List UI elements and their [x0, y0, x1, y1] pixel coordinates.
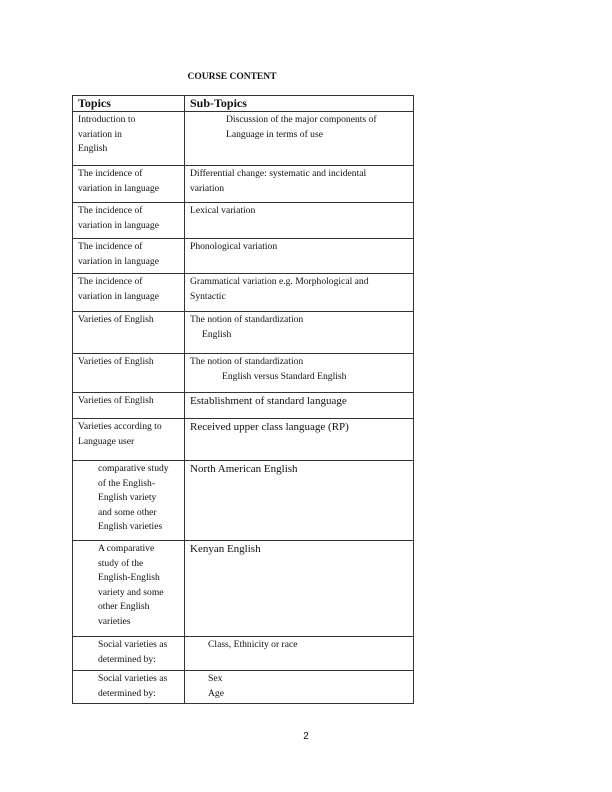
subtopic-line: The notion of standardization — [190, 356, 304, 367]
subtopic-line: Lexical variation — [190, 205, 256, 216]
topic-line: other English — [98, 601, 150, 613]
topic-line: variation in language — [78, 290, 159, 302]
page-title — [0, 72, 612, 82]
topic-line: Social varieties as — [98, 673, 168, 684]
topic-line: variety and some — [98, 586, 164, 598]
topic-line: Varieties according to — [78, 421, 162, 432]
subtopic-line: variation — [190, 182, 225, 194]
topic-line: and some other — [98, 506, 157, 518]
subtopic-line: Age — [208, 687, 224, 699]
subtopic-cell — [185, 274, 414, 312]
topic-cell — [73, 166, 185, 203]
subtopic-cell — [185, 112, 414, 166]
header-subtopics: Sub-Topics — [185, 96, 414, 112]
topic-cell — [73, 419, 185, 461]
subtopic-cell — [185, 637, 414, 671]
topic-line: variation in — [78, 128, 122, 140]
topic-cell — [73, 393, 185, 419]
page-number: 2 — [303, 731, 309, 742]
subtopic-cell — [185, 166, 414, 203]
topic-cell — [73, 112, 185, 166]
subtopic-line: Class, Ethnicity or race — [208, 639, 298, 650]
table-row — [73, 419, 414, 461]
topic-line: Introduction to — [78, 114, 136, 125]
subtopic-cell — [185, 312, 414, 354]
table-row — [73, 671, 414, 704]
subtopic-cell — [185, 671, 414, 704]
subtopic-line: Received upper class language (RP) — [190, 421, 349, 433]
subtopic-line: Kenyan English — [190, 543, 261, 555]
topic-line: varieties — [98, 615, 131, 627]
table-row — [73, 637, 414, 671]
topic-cell — [73, 637, 185, 671]
subtopic-line: North American English — [190, 463, 298, 475]
topic-line: Varieties of English — [78, 356, 154, 367]
topic-line: The incidence of — [78, 241, 143, 252]
table-row — [73, 461, 414, 541]
subtopic-cell — [185, 419, 414, 461]
topic-cell — [73, 461, 185, 541]
course-content-table — [72, 95, 414, 704]
topic-cell — [73, 312, 185, 354]
header-topics: Topics — [73, 96, 185, 112]
subtopic-line: Language in terms of use — [226, 128, 323, 140]
subtopic-cell — [185, 393, 414, 419]
topic-line: variation in language — [78, 219, 159, 231]
subtopic-cell — [185, 541, 414, 637]
subtopic-cell — [185, 203, 414, 239]
subtopic-line: Discussion of the major components of — [226, 114, 377, 125]
topic-line: Varieties of English — [78, 314, 154, 325]
topic-cell — [73, 671, 185, 704]
table-row — [73, 203, 414, 239]
subtopic-line: Syntactic — [190, 290, 226, 302]
table-header-row — [73, 96, 414, 112]
table-row — [73, 166, 414, 203]
subtopic-line: Establishment of standard language — [190, 395, 347, 407]
topic-line: determined by: — [98, 653, 156, 665]
table-row — [73, 393, 414, 419]
subtopic-cell — [185, 461, 414, 541]
topic-line: English varieties — [98, 521, 163, 533]
topic-cell — [73, 203, 185, 239]
topic-cell — [73, 541, 185, 637]
topic-line: study of the — [98, 557, 144, 569]
subtopic-cell — [185, 239, 414, 274]
topic-line: English — [78, 143, 108, 155]
subtopic-line: Differential change: systematic and incidental — [190, 168, 367, 179]
topic-line: English variety — [98, 492, 157, 504]
table-row — [73, 112, 414, 166]
topic-cell — [73, 354, 185, 393]
topic-line: A comparative — [98, 543, 155, 554]
table-row — [73, 274, 414, 312]
subtopic-line: Grammatical variation e.g. Morphological and — [190, 276, 369, 287]
topic-cell — [73, 274, 185, 312]
topic-line: Social varieties as — [98, 639, 168, 650]
table-row — [73, 354, 414, 393]
subtopic-cell — [185, 354, 414, 393]
topic-line: variation in language — [78, 182, 159, 194]
table-row — [73, 239, 414, 274]
subtopic-line: Phonological variation — [190, 241, 278, 252]
topic-line: Language user — [78, 435, 135, 447]
subtopic-line: English — [202, 328, 232, 340]
subtopic-line: English versus Standard English — [222, 370, 347, 382]
subtopic-line: Sex — [208, 673, 223, 684]
topic-line: The incidence of — [78, 168, 143, 179]
topic-line: comparative study — [98, 463, 169, 474]
topic-line: English-English — [98, 572, 160, 584]
topic-line: variation in language — [78, 255, 159, 267]
title-text: COURSE CONTENT — [187, 72, 277, 82]
topic-line: of the English- — [98, 477, 156, 489]
topic-line: determined by: — [98, 687, 156, 699]
topic-line: The incidence of — [78, 276, 143, 287]
topic-line: Varieties of English — [78, 395, 154, 406]
topic-line: The incidence of — [78, 205, 143, 216]
table-row — [73, 541, 414, 637]
table-row — [73, 312, 414, 354]
topic-cell — [73, 239, 185, 274]
subtopic-line: The notion of standardization — [190, 314, 304, 325]
